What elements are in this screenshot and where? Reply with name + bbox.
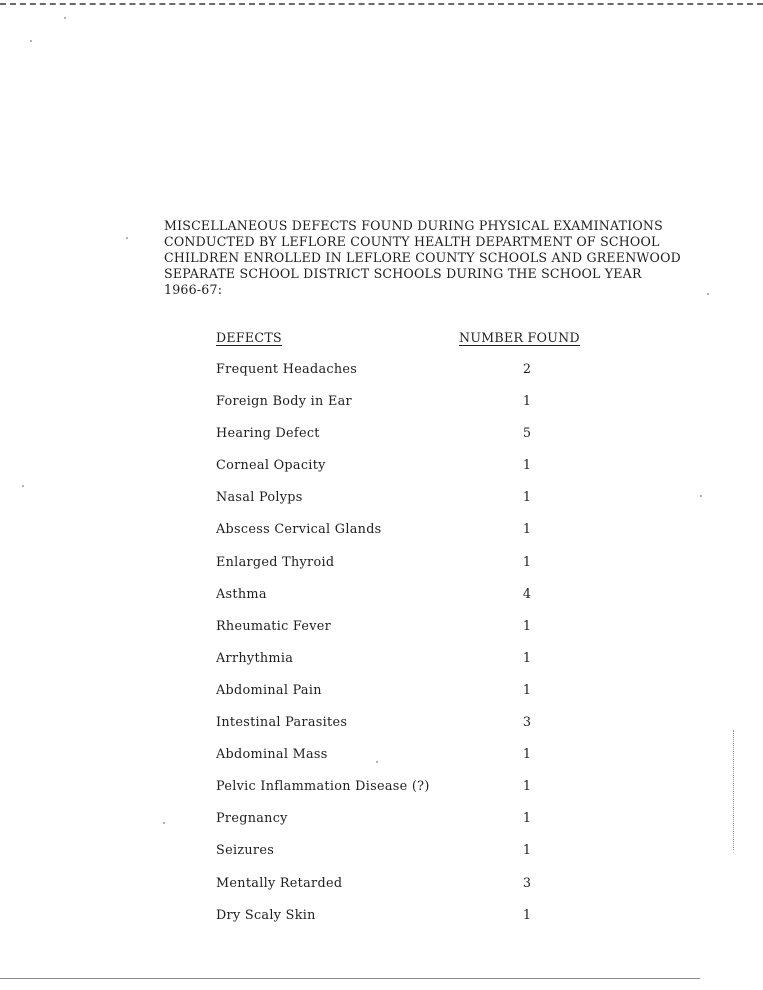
defect-count: 1 xyxy=(522,522,532,538)
title-line: SEPARATE SCHOOL DISTRICT SCHOOLS DURING THE SCHOOL YEAR xyxy=(164,266,642,281)
defect-name: Pregnancy xyxy=(216,811,288,827)
defect-name: Arrhythmia xyxy=(216,650,294,666)
defect-name: Seizures xyxy=(216,843,275,859)
title-line: MISCELLANEOUS DEFECTS FOUND DURING PHYSICAL EXAMINATIONS xyxy=(164,218,663,233)
defect-name: Pelvic Inflammation Disease (?) xyxy=(216,779,430,795)
table-row xyxy=(216,683,576,715)
table-row xyxy=(216,458,576,490)
defect-count: 1 xyxy=(522,779,532,795)
defects-column-header: DEFECTS xyxy=(216,330,282,345)
table-row xyxy=(216,619,576,651)
defect-count: 1 xyxy=(522,394,532,410)
scan-right-edge-mark xyxy=(733,730,734,850)
scan-speck xyxy=(163,822,165,824)
scan-speck xyxy=(376,761,378,763)
defect-name: Frequent Headaches xyxy=(216,362,358,377)
table-row xyxy=(216,394,576,426)
defect-name: Abscess Cervical Glands xyxy=(216,522,382,538)
number-found-column-header: NUMBER FOUND xyxy=(459,330,580,345)
defect-count: 1 xyxy=(522,682,532,698)
defect-count: 1 xyxy=(522,618,532,634)
scan-speck xyxy=(126,237,128,239)
defect-name: Nasal Polyps xyxy=(216,490,303,506)
defect-count: 2 xyxy=(522,362,532,377)
scan-top-border xyxy=(0,3,763,5)
defect-name: Abdominal Mass xyxy=(216,747,328,763)
table-row xyxy=(216,876,576,908)
table-row xyxy=(216,362,576,394)
defect-name: Enlarged Thyroid xyxy=(216,554,335,570)
table-row xyxy=(216,747,576,779)
table-row xyxy=(216,426,576,458)
defect-count: 3 xyxy=(522,875,532,891)
scan-speck xyxy=(64,17,66,19)
defect-count: 4 xyxy=(522,586,532,602)
document-title xyxy=(164,218,734,298)
defect-name: Intestinal Parasites xyxy=(216,715,348,731)
table-row xyxy=(216,811,576,843)
defect-count: 1 xyxy=(522,811,532,827)
table-row xyxy=(216,779,576,811)
defect-count: 1 xyxy=(522,458,532,474)
defect-name: Dry Scaly Skin xyxy=(216,907,316,923)
scan-speck xyxy=(700,495,702,497)
defect-name: Mentally Retarded xyxy=(216,875,343,891)
defect-name: Rheumatic Fever xyxy=(216,618,332,634)
defect-count: 1 xyxy=(522,650,532,666)
defect-count: 5 xyxy=(522,426,532,442)
table-row xyxy=(216,587,576,619)
title-line: CONDUCTED BY LEFLORE COUNTY HEALTH DEPARTMENT OF SCHOOL xyxy=(164,234,660,249)
defect-name: Asthma xyxy=(216,586,267,602)
table-row xyxy=(216,651,576,683)
defect-count: 1 xyxy=(522,747,532,763)
table-row xyxy=(216,522,576,554)
table-row xyxy=(216,715,576,747)
defect-count: 1 xyxy=(522,554,532,570)
scan-bottom-border xyxy=(0,978,700,979)
defects-table xyxy=(216,362,576,940)
defect-name: Corneal Opacity xyxy=(216,458,326,474)
defect-name: Foreign Body in Ear xyxy=(216,394,352,410)
table-row xyxy=(216,908,576,940)
defect-count: 3 xyxy=(522,715,532,731)
title-line: CHILDREN ENROLLED IN LEFLORE COUNTY SCHOOLS AND GREENWOOD xyxy=(164,250,681,265)
defect-name: Hearing Defect xyxy=(216,426,320,442)
defect-count: 1 xyxy=(522,907,532,923)
scan-speck xyxy=(22,485,24,487)
defect-count: 1 xyxy=(522,843,532,859)
scan-speck xyxy=(30,40,32,42)
table-row xyxy=(216,843,576,875)
table-row xyxy=(216,555,576,587)
table-row xyxy=(216,490,576,522)
scan-speck xyxy=(707,293,709,295)
defect-name: Abdominal Pain xyxy=(216,682,322,698)
defect-count: 1 xyxy=(522,490,532,506)
title-line: 1966-67: xyxy=(164,282,223,297)
